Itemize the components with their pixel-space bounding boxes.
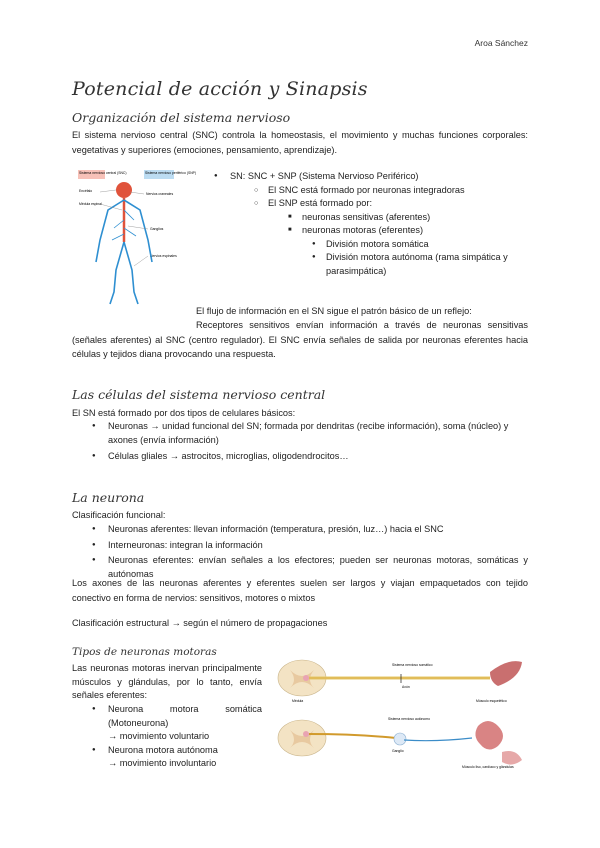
clasificacion-funcional: Clasificación funcional: bbox=[72, 510, 166, 520]
snc-subitem: ○ El SNC está formado por neuronas integradoras bbox=[268, 184, 530, 198]
motor-neuron-soma-top bbox=[303, 675, 309, 681]
author-name: Aroa Sánchez bbox=[474, 38, 528, 48]
section1-intro: El sistema nervioso central (SNC) controla la homeostasis, el movimiento y muchas funciones corporales: vegetativas y superiores (emociones, pensamiento, aprendizaje). bbox=[72, 130, 528, 155]
somatic-system-label: Sistema nervioso somático bbox=[392, 663, 433, 667]
neuronas-eferentes-item: ● Neuronas eferentes: envían señales a los efectores; pueden ser neuronas motoras, somáticas y autónomas bbox=[108, 554, 528, 581]
division-autonoma-item: ● División motora autónoma (rama simpática y parasimpática) bbox=[326, 251, 530, 278]
cell-types-list bbox=[108, 420, 528, 464]
sn-sublist bbox=[268, 184, 530, 211]
section-heading-organizacion: Organización del sistema nervioso bbox=[72, 110, 291, 125]
division-somatica-item: ● División motora somática bbox=[326, 238, 530, 252]
nervios-espinales-label: Nervios espinales bbox=[150, 254, 177, 258]
section2-intro: El SN está formado por dos tipos de celulares básicos: bbox=[72, 408, 296, 418]
interneuronas-item: ● Interneuronas: integran la información bbox=[108, 539, 528, 553]
neuronas-aferentes-item: ● Neuronas aferentes: llevan información (temperatura, presión, luz…) hacia el SNC bbox=[108, 523, 528, 537]
neuronas-motoras-item: ■ neuronas motoras (eferentes) bbox=[302, 224, 530, 238]
gland-shape bbox=[502, 751, 522, 765]
section4-intro: Las neuronas motoras inervan principalmente músculos y glándulas, por lo tanto, envía señales eferentes: bbox=[72, 663, 262, 700]
motora-somatica-item: ● Neurona motora somática (Motoneurona) bbox=[108, 703, 262, 730]
sn-list bbox=[230, 170, 530, 184]
section-heading-celulas: Las células del sistema nervioso central bbox=[72, 387, 326, 402]
medula-label: Médula espinal bbox=[79, 202, 102, 206]
neuronas-item: ● Neuronas → unidad funcional del SN; formada por dendritas (recibe información), soma (núcleo) y axones (envía información) bbox=[108, 420, 528, 447]
clasificacion-estructural: Clasificación estructural → según el número de propagaciones bbox=[72, 618, 328, 628]
motor-neurons-figure bbox=[276, 656, 528, 772]
neuronas-sensitivas-item: ■ neuronas sensitivas (aferentes) bbox=[302, 211, 530, 225]
page-title: Potencial de acción y Sinapsis bbox=[72, 78, 368, 100]
movimiento-involuntario: → movimiento involuntario bbox=[108, 758, 217, 768]
postganglionic-axon bbox=[404, 738, 472, 741]
snp-subitem: ○ El SNP está formado por: bbox=[268, 197, 530, 211]
section-heading-neurona: La neurona bbox=[72, 490, 145, 505]
ganglion-shape bbox=[394, 733, 406, 745]
snc-label: Sistema nervioso central (SNC) bbox=[79, 171, 127, 175]
flow-line1: El flujo de información en el SN sigue el patrón básico de un reflejo: bbox=[196, 306, 472, 316]
snp-neuron-list bbox=[302, 211, 530, 238]
flow-paragraph: Receptores sensitivos envían información a través de neuronas sensitivas (señales aferentes) al SNC (centro regulador). El SNC envía señales de salida por neuronas eferentes hacia células y tejidos diana provocando una respuesta. bbox=[72, 320, 528, 359]
snp-label: Sistema nervioso periférico (SNP) bbox=[145, 171, 197, 175]
movimiento-voluntario: → movimiento voluntario bbox=[108, 731, 210, 741]
motora-autonoma-item: ● Neurona motora autónoma bbox=[108, 744, 262, 758]
left-leg-nerve bbox=[110, 242, 124, 304]
functional-list bbox=[108, 523, 528, 581]
preganglionic-soma bbox=[303, 731, 309, 737]
right-leg-nerve bbox=[124, 242, 138, 304]
section-heading-tipos-motoras: Tipos de neuronas motoras bbox=[72, 646, 217, 658]
organs-label: Músculo liso, cardíaco y glándulas bbox=[462, 765, 514, 769]
autonomic-system-label: Sistema nervioso autónomo bbox=[388, 717, 431, 721]
motor-division-list bbox=[326, 238, 530, 279]
axon-paragraph: Los axones de las neuronas aferentes y eferentes suelen ser largos y viajan empaquetados con tejido conectivo en forma de nervios: sensitivos, motores o mixtos bbox=[72, 578, 528, 603]
axon-label: Axón bbox=[402, 685, 410, 689]
medula-label: Médula bbox=[292, 699, 304, 703]
sn-bullet: ● SN: SNC + SNP (Sistema Nervioso Periférico) bbox=[230, 170, 530, 184]
skeletal-muscle-shape bbox=[490, 661, 522, 686]
nervios-craneales-label: Nervios craneales bbox=[146, 192, 174, 196]
celulas-gliales-item: ● Células gliales → astrocitos, microglias, oligodendrocitos… bbox=[108, 450, 528, 464]
brain-shape bbox=[116, 182, 132, 198]
encefalo-label: Encéfalo bbox=[79, 189, 93, 193]
motor-neuron-list bbox=[108, 703, 262, 771]
nervous-system-figure bbox=[78, 170, 197, 308]
ganglios-label: Ganglios bbox=[150, 227, 164, 231]
heart-shape bbox=[475, 721, 503, 750]
muscle-label: Músculo esquelético bbox=[476, 699, 507, 703]
ganglion-label: Ganglio bbox=[392, 749, 404, 753]
